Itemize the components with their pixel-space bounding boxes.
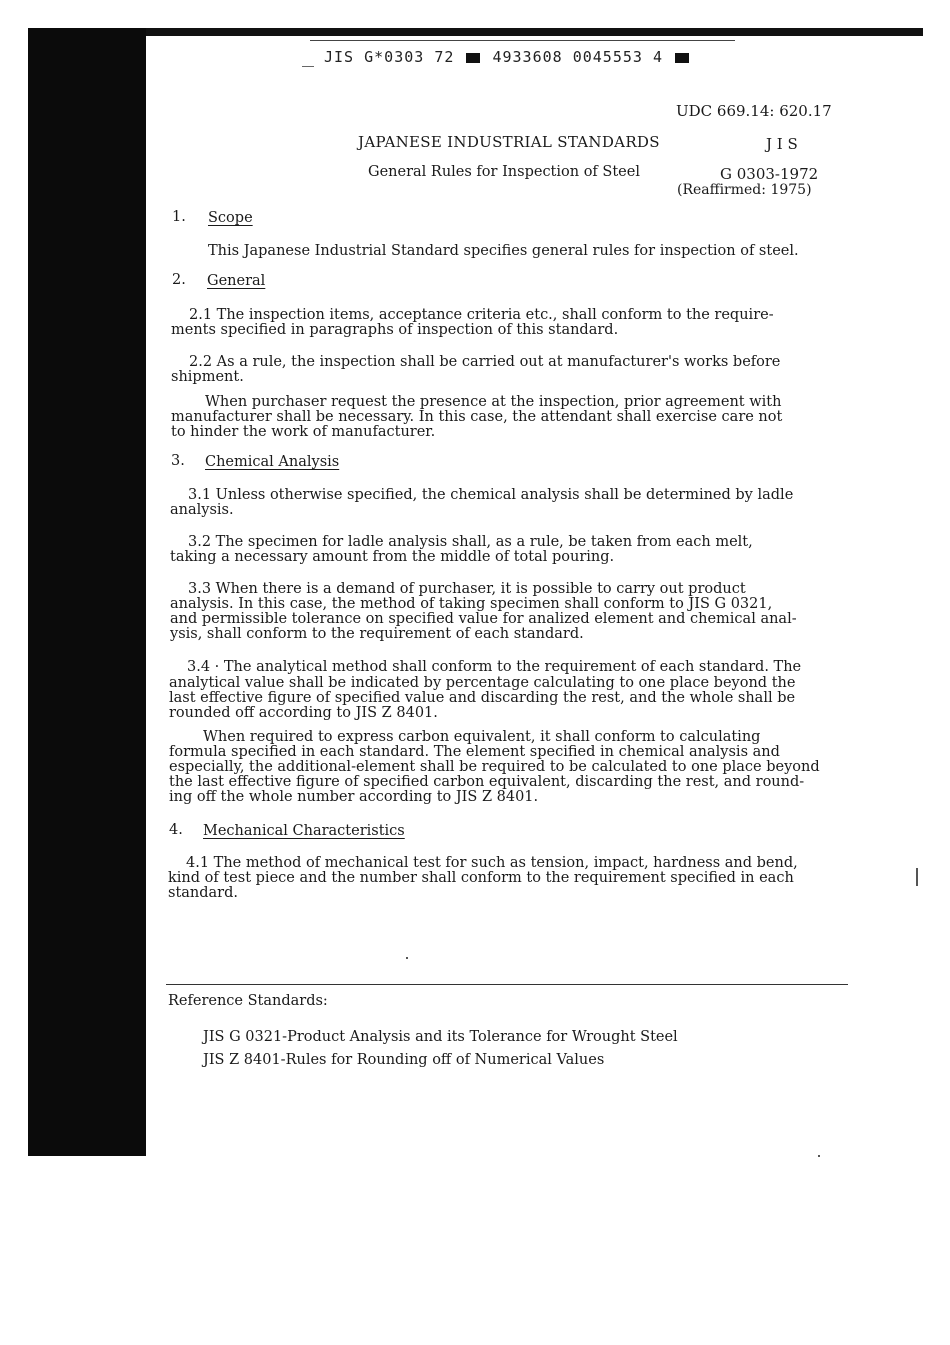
document-title: General Rules for Inspection of Steel [368, 164, 640, 180]
paragraph-line: ments specified in paragraphs of inspection of this standard. [171, 322, 619, 338]
paragraph-line: formula specified in each standard. The element specified in chemical analysis and [169, 744, 780, 760]
reference-heading: Reference Standards: [168, 993, 328, 1009]
paragraph-line: kind of test piece and the number shall conform to the requirement specified in each [168, 870, 794, 886]
scope-text: This Japanese Industrial Standard specifies general rules for inspection of steel. [208, 243, 799, 259]
document-code-line [300, 40, 740, 70]
paragraph-line: last effective figure of specified value and discarding the rest, and the whole shall be [169, 690, 796, 706]
footnote-divider [166, 984, 848, 985]
paragraph-line: standard. [168, 885, 239, 901]
reference-item: JIS G 0321-Product Analysis and its Tolerance for Wrought Steel [203, 1029, 678, 1045]
paragraph-line: 3.4 · The analytical method shall conform to the requirement of each standard. The [187, 659, 802, 675]
paragraph-line: ysis, shall conform to the requirement of each standard. [170, 626, 584, 642]
paragraph-line: analysis. In this case, the method of taking specimen shall conform to JIS G 0321, [170, 596, 773, 612]
scan-dust-dot [818, 1155, 820, 1157]
reference-item: JIS Z 8401-Rules for Rounding off of Numerical Values [203, 1052, 605, 1068]
paragraph-line: taking a necessary amount from the middle of total pouring. [170, 549, 615, 565]
scan-edge-mark [916, 868, 918, 886]
paragraph-line: 4.1 The method of mechanical test for such as tension, impact, hardness and bend, [186, 855, 798, 871]
paragraph-line: analytical value shall be indicated by percentage calculating to one place beyond the [169, 675, 796, 691]
section-title-mechanical-characteristics: Mechanical Characteristics [203, 823, 405, 839]
standard-number: G 0303-1972 [720, 165, 819, 183]
code-line-rule [310, 40, 735, 41]
section-number: 3. [171, 453, 185, 469]
paragraph-line: especially, the additional-element shall be required to be calculated to one place beyond [169, 759, 820, 775]
scan-tick-mark [302, 66, 314, 67]
section-title-general: General [207, 273, 266, 289]
paragraph-line: manufacturer shall be necessary. In this case, the attendant shall exercise care not [171, 409, 783, 425]
paragraph-line: 2.1 The inspection items, acceptance criteria etc., shall conform to the require- [189, 307, 774, 323]
code-mid: 4933608 0045553 4 [492, 48, 663, 66]
paragraph-line: shipment. [171, 369, 244, 385]
paragraph-line: 3.3 When there is a demand of purchaser, it is possible to carry out product [188, 581, 746, 597]
section-number: 1. [172, 209, 186, 225]
paragraph-line: ing off the whole number according to JIS Z 8401. [169, 789, 539, 805]
scan-left-border [28, 28, 146, 1156]
black-block-mark [466, 53, 480, 63]
section-title-scope: Scope [208, 210, 253, 226]
section-number: 2. [172, 272, 186, 288]
code-prefix: JIS G*0303 72 [324, 48, 455, 66]
paragraph-line: to hinder the work of manufacturer. [171, 424, 436, 440]
scan-top-border [28, 28, 923, 36]
section-title-chemical-analysis: Chemical Analysis [205, 454, 340, 470]
udc-number: UDC 669.14: 620.17 [676, 102, 832, 120]
paragraph-line: rounded off according to JIS Z 8401. [169, 705, 438, 721]
black-block-mark [675, 53, 689, 63]
paragraph-line: 2.2 As a rule, the inspection shall be carried out at manufacturer's works before [189, 354, 781, 370]
paragraph-line: analysis. [170, 502, 234, 518]
org-title: JAPANESE INDUSTRIAL STANDARDS [358, 133, 660, 151]
jis-label: J I S [766, 135, 798, 153]
section-number: 4. [169, 822, 183, 838]
paragraph-line: 3.2 The specimen for ladle analysis shall, as a rule, be taken from each melt, [188, 534, 753, 550]
scan-dust-dot [406, 957, 408, 959]
paragraph-line: the last effective figure of specified carbon equivalent, discarding the rest, and round- [169, 774, 805, 790]
paragraph-line: 3.1 Unless otherwise specified, the chemical analysis shall be determined by ladle [188, 487, 794, 503]
paragraph-line: When required to express carbon equivalent, it shall conform to calculating [203, 729, 761, 745]
paragraph-line: When purchaser request the presence at the inspection, prior agreement with [205, 394, 782, 410]
reaffirmed-date: (Reaffirmed: 1975) [677, 182, 812, 198]
paragraph-line: and permissible tolerance on specified value for analized element and chemical anal- [170, 611, 797, 627]
